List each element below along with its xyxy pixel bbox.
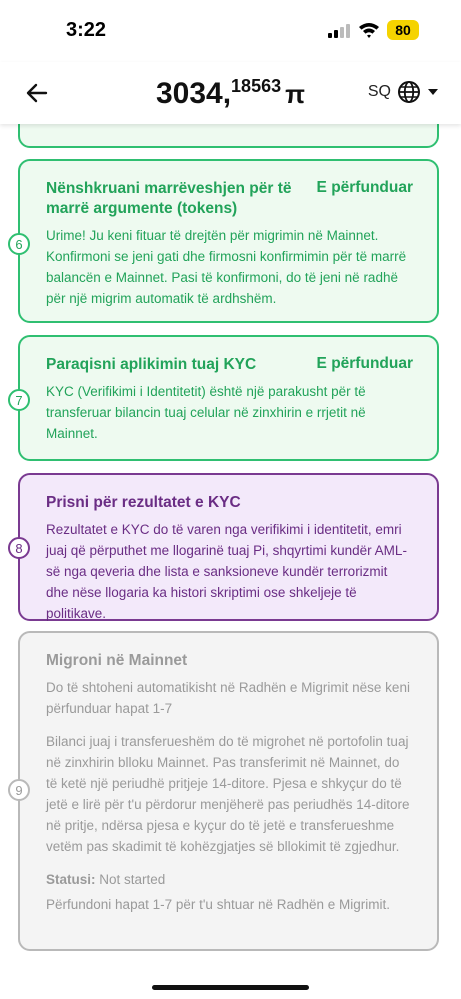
language-selector[interactable] [368, 80, 439, 104]
steps-list[interactable] [0, 124, 461, 999]
step-card-9[interactable] [15, 631, 439, 951]
step-description: Urime! Ju keni fituar të drejtën për migrimin në Mainnet. Konfirmoni se jeni gati dhe firmosni konfirmimin për të marrë balancën e Mainnet. Pasi të konfirmoni, do të jeni në radhë për një migrim automatik të ardhshëm. [46, 228, 407, 306]
pi-currency-symbol: π [285, 79, 306, 109]
step-status-line [46, 869, 413, 890]
step-description: Do të shtoheni automatikisht në Radhën e Migrimit nëse keni përfunduar hapat 1-7 [46, 680, 410, 716]
step-card-8[interactable] [15, 473, 439, 621]
step-card-previous [18, 124, 439, 148]
status-bar [0, 0, 461, 62]
step-status: E përfunduar [316, 355, 413, 372]
step-status: E përfunduar [316, 179, 413, 196]
wifi-icon [358, 21, 380, 39]
step-title: Migroni në Mainnet [46, 652, 188, 669]
status-label: Statusi: [46, 872, 96, 887]
status-time: 3:22 [66, 19, 107, 41]
language-code: SQ [367, 83, 391, 100]
step-title: Paraqisni aplikimin tuaj KYC [46, 356, 257, 373]
balance-integer: 3034, [155, 77, 232, 110]
globe-icon [397, 80, 421, 104]
step-title: Prisni për rezultatet e KYC [46, 494, 241, 511]
step-number: 6 [8, 233, 30, 255]
step-description: Rezultatet e KYC do të varen nga verifikimi i identitetit, emri juaj që përputhet me llogarinë tuaj Pi, shqyrtimi kundër AML-së nga qeveria dhe lista e sanksioneve kundër terrorizmit dhe nëse llogaria ka histori skriptimi ose shkeljeje të politikave. [46, 522, 407, 621]
app-header [0, 62, 461, 124]
chevron-down-icon [427, 88, 439, 96]
step-footer-note: Përfundoni hapat 1-7 për t'u shtuar në Radhën e Migrimit. [46, 897, 391, 912]
step-number: 7 [8, 389, 30, 411]
step-card-7[interactable] [15, 335, 439, 461]
status-value: Not started [99, 872, 166, 887]
battery-indicator: 80 [387, 20, 419, 40]
step-description-details: Bilanci juaj i transferueshëm do të migrohet në portofolin tuaj në zinxhirin blloku Mainnet. Pas transferimit në Mainnet, do të ketë një periudhë pritjeje 14-ditore. Pjesa e shkyçur do të jetë e lirë për t'u përdorur menjëherë pas periudhës 14-ditore në pritje, ndërsa pjesa e kyçur do të jetë e transferueshme vetëm pas skadimit të kohëzgjatjes së bllokimit të zgjedhur. [46, 734, 410, 854]
step-number: 9 [8, 779, 30, 801]
cellular-signal-icon [328, 24, 350, 38]
step-number: 8 [8, 537, 30, 559]
home-indicator [152, 985, 309, 990]
step-description: KYC (Verifikimi i Identitetit) është një parakusht për të transferuar bilancin tuaj celular në zinxhirin e rrjetit në Mainnet. [46, 384, 366, 441]
step-card-6[interactable] [15, 159, 439, 323]
step-title: Nënshkruani marrëveshjen për të marrë argumente (tokens) [46, 180, 292, 217]
balance-fraction: 18563 [231, 76, 282, 96]
